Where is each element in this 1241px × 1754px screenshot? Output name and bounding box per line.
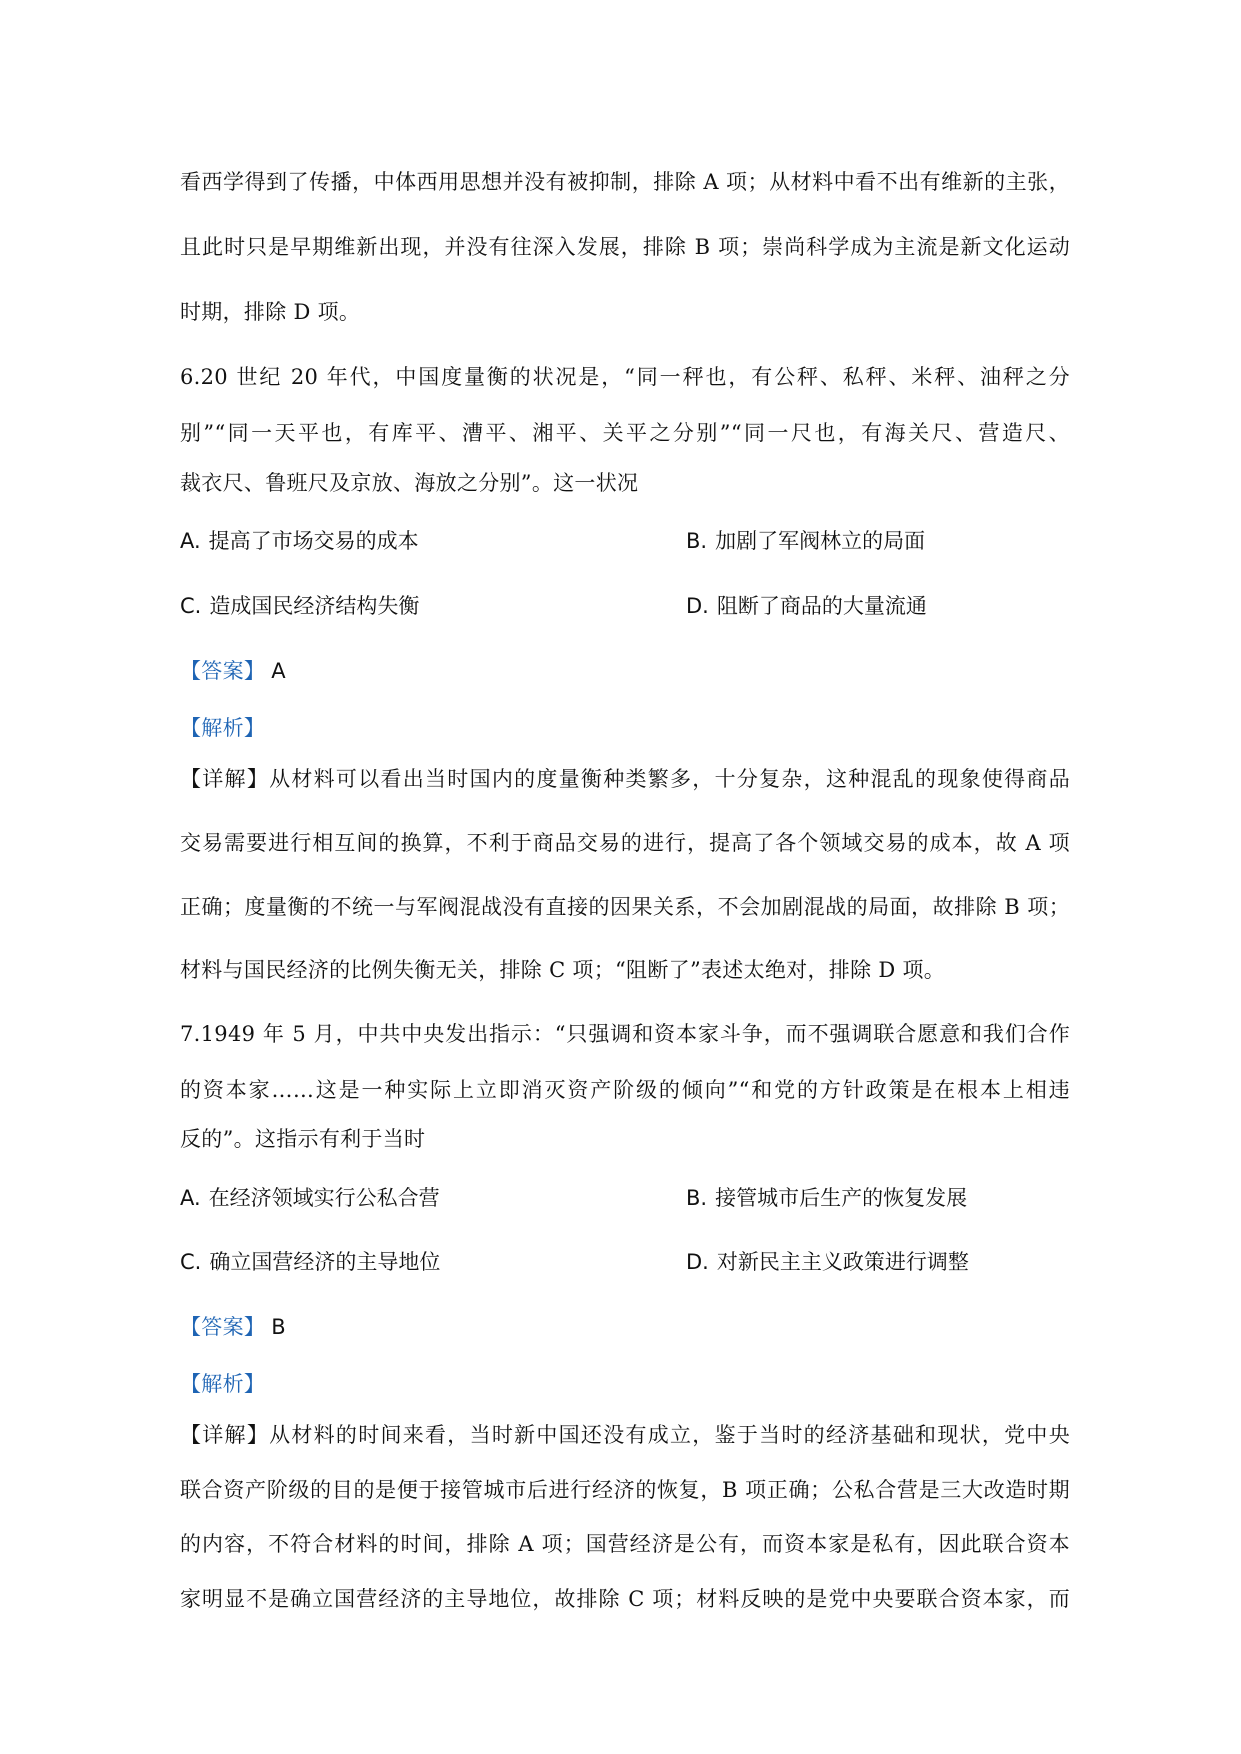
option-letter: C.	[180, 594, 202, 618]
q6-detail-line: 材料与国民经济的比例失衡无关，排除 C 项；“阻断了”表述太绝对，排除 D 项。	[180, 958, 946, 982]
q6-detail-line: 【详解】从材料可以看出当时国内的度量衡种类繁多，十分复杂，这种混乱的现象使得商品	[180, 767, 1070, 791]
option-letter: C.	[180, 1250, 202, 1274]
option-text: 确立国营经济的主导地位	[209, 1250, 441, 1274]
q6-detail-line: 交易需要进行相互间的换算，不利于商品交易的进行，提高了各个领域交易的成本，故 A 项	[180, 831, 1070, 855]
q7-option-b	[686, 1183, 967, 1213]
option-letter: D.	[686, 594, 709, 618]
option-letter: D.	[686, 1250, 709, 1274]
option-text: 提高了市场交易的成本	[208, 529, 419, 553]
option-text: 阻断了商品的大量流通	[716, 594, 927, 618]
option-text: 在经济领域实行公私合营	[208, 1186, 440, 1210]
option-text: 造成国民经济结构失衡	[209, 594, 420, 618]
option-text: 对新民主主义政策进行调整	[716, 1250, 969, 1274]
q7-detail-line: 家明显不是确立国营经济的主导地位，故排除 C 项；材料反映的是党中央要联合资本家，而	[180, 1587, 1070, 1611]
analysis-tag: 【解析】	[180, 716, 266, 740]
answer-tag: 【答案】	[180, 659, 266, 683]
option-letter: A.	[180, 1186, 201, 1210]
q7-option-d	[686, 1247, 969, 1277]
prev-explanation-line: 且此时只是早期维新出现，并没有往深入发展，排除 B 项；崇尚科学成为主流是新文化运动	[180, 235, 1070, 259]
q6-option-b	[686, 526, 925, 556]
q6-analysis-heading	[180, 713, 1070, 743]
q7-stem-line: 反的”。这指示有利于当时	[180, 1127, 426, 1151]
q7-stem-line: 7.1949 年 5 月，中共中央发出指示：“只强调和资本家斗争，而不强调联合愿意和我们合作	[180, 1022, 1070, 1046]
q6-option-a	[180, 526, 419, 556]
q6-stem-line: 别”“同一天平也，有库平、漕平、湘平、关平之分别”“同一尺也，有海关尺、营造尺、	[180, 421, 1070, 445]
option-text: 加剧了军阀林立的局面	[715, 529, 926, 553]
option-letter: A.	[180, 529, 201, 553]
answer-tag: 【答案】	[180, 1315, 266, 1339]
prev-explanation-line: 看西学得到了传播，中体西用思想并没有被抑制，排除 A 项；从材料中看不出有维新的主张，	[180, 170, 1070, 194]
analysis-tag: 【解析】	[180, 1372, 266, 1396]
q7-answer	[180, 1312, 1070, 1342]
q7-detail-line: 【详解】从材料的时间来看，当时新中国还没有成立，鉴于当时的经济基础和现状，党中央	[180, 1423, 1070, 1447]
q7-option-a	[180, 1183, 440, 1213]
q6-stem-line: 裁衣尺、鲁班尺及京放、海放之分别”。这一状况	[180, 471, 639, 495]
q7-option-c	[180, 1247, 440, 1277]
q6-answer	[180, 656, 1070, 686]
q6-option-d	[686, 591, 927, 621]
q7-stem-line: 的资本家……这是一种实际上立即消灭资产阶级的倾向”“和党的方针政策是在根本上相违	[180, 1078, 1070, 1102]
q6-detail-line: 正确；度量衡的不统一与军阀混战没有直接的因果关系，不会加剧混战的局面，故排除 B 项；	[180, 895, 1070, 919]
option-letter: B.	[686, 1186, 708, 1210]
q6-stem-line: 6.20 世纪 20 年代，中国度量衡的状况是，“同一秤也，有公秤、私秤、米秤、油秤之分	[180, 365, 1070, 389]
q7-detail-line: 的内容，不符合材料的时间，排除 A 项；国营经济是公有，而资本家是私有，因此联合资本	[180, 1532, 1070, 1556]
answer-value: A	[271, 659, 286, 683]
q7-analysis-heading	[180, 1369, 1070, 1399]
answer-value: B	[271, 1315, 286, 1339]
q7-detail-line: 联合资产阶级的目的是便于接管城市后进行经济的恢复，B 项正确；公私合营是三大改造时期	[180, 1478, 1070, 1502]
option-text: 接管城市后生产的恢复发展	[715, 1186, 968, 1210]
prev-explanation-line: 时期，排除 D 项。	[180, 300, 361, 324]
option-letter: B.	[686, 529, 708, 553]
q6-option-c	[180, 591, 419, 621]
